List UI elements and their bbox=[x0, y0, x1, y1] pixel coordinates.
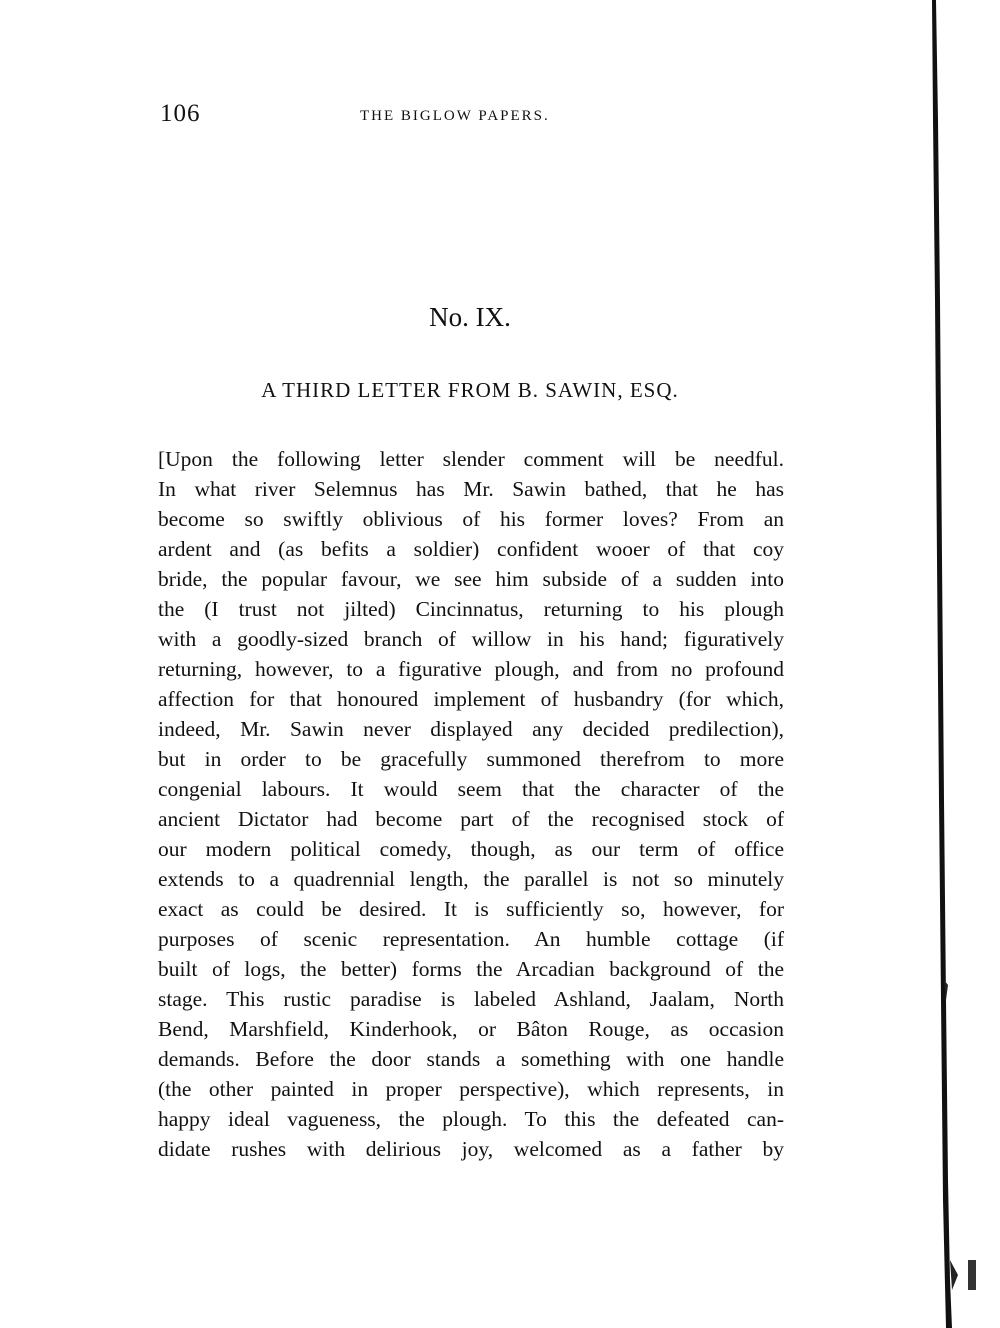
text-line: returning, however, to a figurative plough, and from no profound bbox=[158, 657, 784, 681]
body-text bbox=[158, 444, 784, 1164]
text-line: but in order to be gracefully summoned therefrom to more bbox=[158, 747, 784, 771]
text-line: In what river Selemnus has Mr. Sawin bathed, that he has bbox=[158, 477, 784, 501]
text-line: happy ideal vagueness, the plough. To this the defeated can- bbox=[158, 1107, 784, 1131]
text-line: (the other painted in proper perspective), which represents, in bbox=[158, 1077, 784, 1101]
text-line: purposes of scenic representation. An humble cottage (if bbox=[158, 927, 784, 951]
text-line: didate rushes with delirious joy, welcomed as a father by bbox=[158, 1137, 784, 1161]
text-line: our modern political comedy, though, as our term of office bbox=[158, 837, 784, 861]
text-line: bride, the popular favour, we see him subside of a sudden into bbox=[158, 567, 784, 591]
text-line: stage. This rustic paradise is labeled Ashland, Jaalam, North bbox=[158, 987, 784, 1011]
text-line: Bend, Marshfield, Kinderhook, or Bâton Rouge, as occasion bbox=[158, 1017, 784, 1041]
text-line: congenial labours. It would seem that the character of the bbox=[158, 777, 784, 801]
text-line: demands. Before the door stands a something with one handle bbox=[158, 1047, 784, 1071]
page-number: 106 bbox=[160, 100, 201, 127]
text-line: built of logs, the better) forms the Arcadian background of the bbox=[158, 957, 784, 981]
text-line: ancient Dictator had become part of the recognised stock of bbox=[158, 807, 784, 831]
running-title: THE BIGLOW PAPERS. bbox=[360, 108, 550, 124]
binding-edge-shadow bbox=[930, 0, 976, 1328]
text-line: become so swiftly oblivious of his former loves? From an bbox=[158, 507, 784, 531]
text-line: extends to a quadrennial length, the parallel is not so minutely bbox=[158, 867, 784, 891]
text-line: ardent and (as befits a soldier) confident wooer of that coy bbox=[158, 537, 784, 561]
text-line: with a goodly-sized branch of willow in his hand; figuratively bbox=[158, 627, 784, 651]
running-head bbox=[160, 100, 800, 130]
text-line: exact as could be desired. It is sufficiently so, however, for bbox=[158, 897, 784, 921]
chapter-title: A THIRD LETTER FROM B. SAWIN, ESQ. bbox=[261, 378, 679, 402]
text-line: the (I trust not jilted) Cincinnatus, returning to his plough bbox=[158, 597, 784, 621]
text-line: affection for that honoured implement of husbandry (for which, bbox=[158, 687, 784, 711]
chapter-number: No. IX. bbox=[429, 302, 511, 332]
text-line: [Upon the following letter slender comment will be needful. bbox=[158, 447, 784, 471]
text-line: indeed, Mr. Sawin never displayed any decided predilection), bbox=[158, 717, 784, 741]
